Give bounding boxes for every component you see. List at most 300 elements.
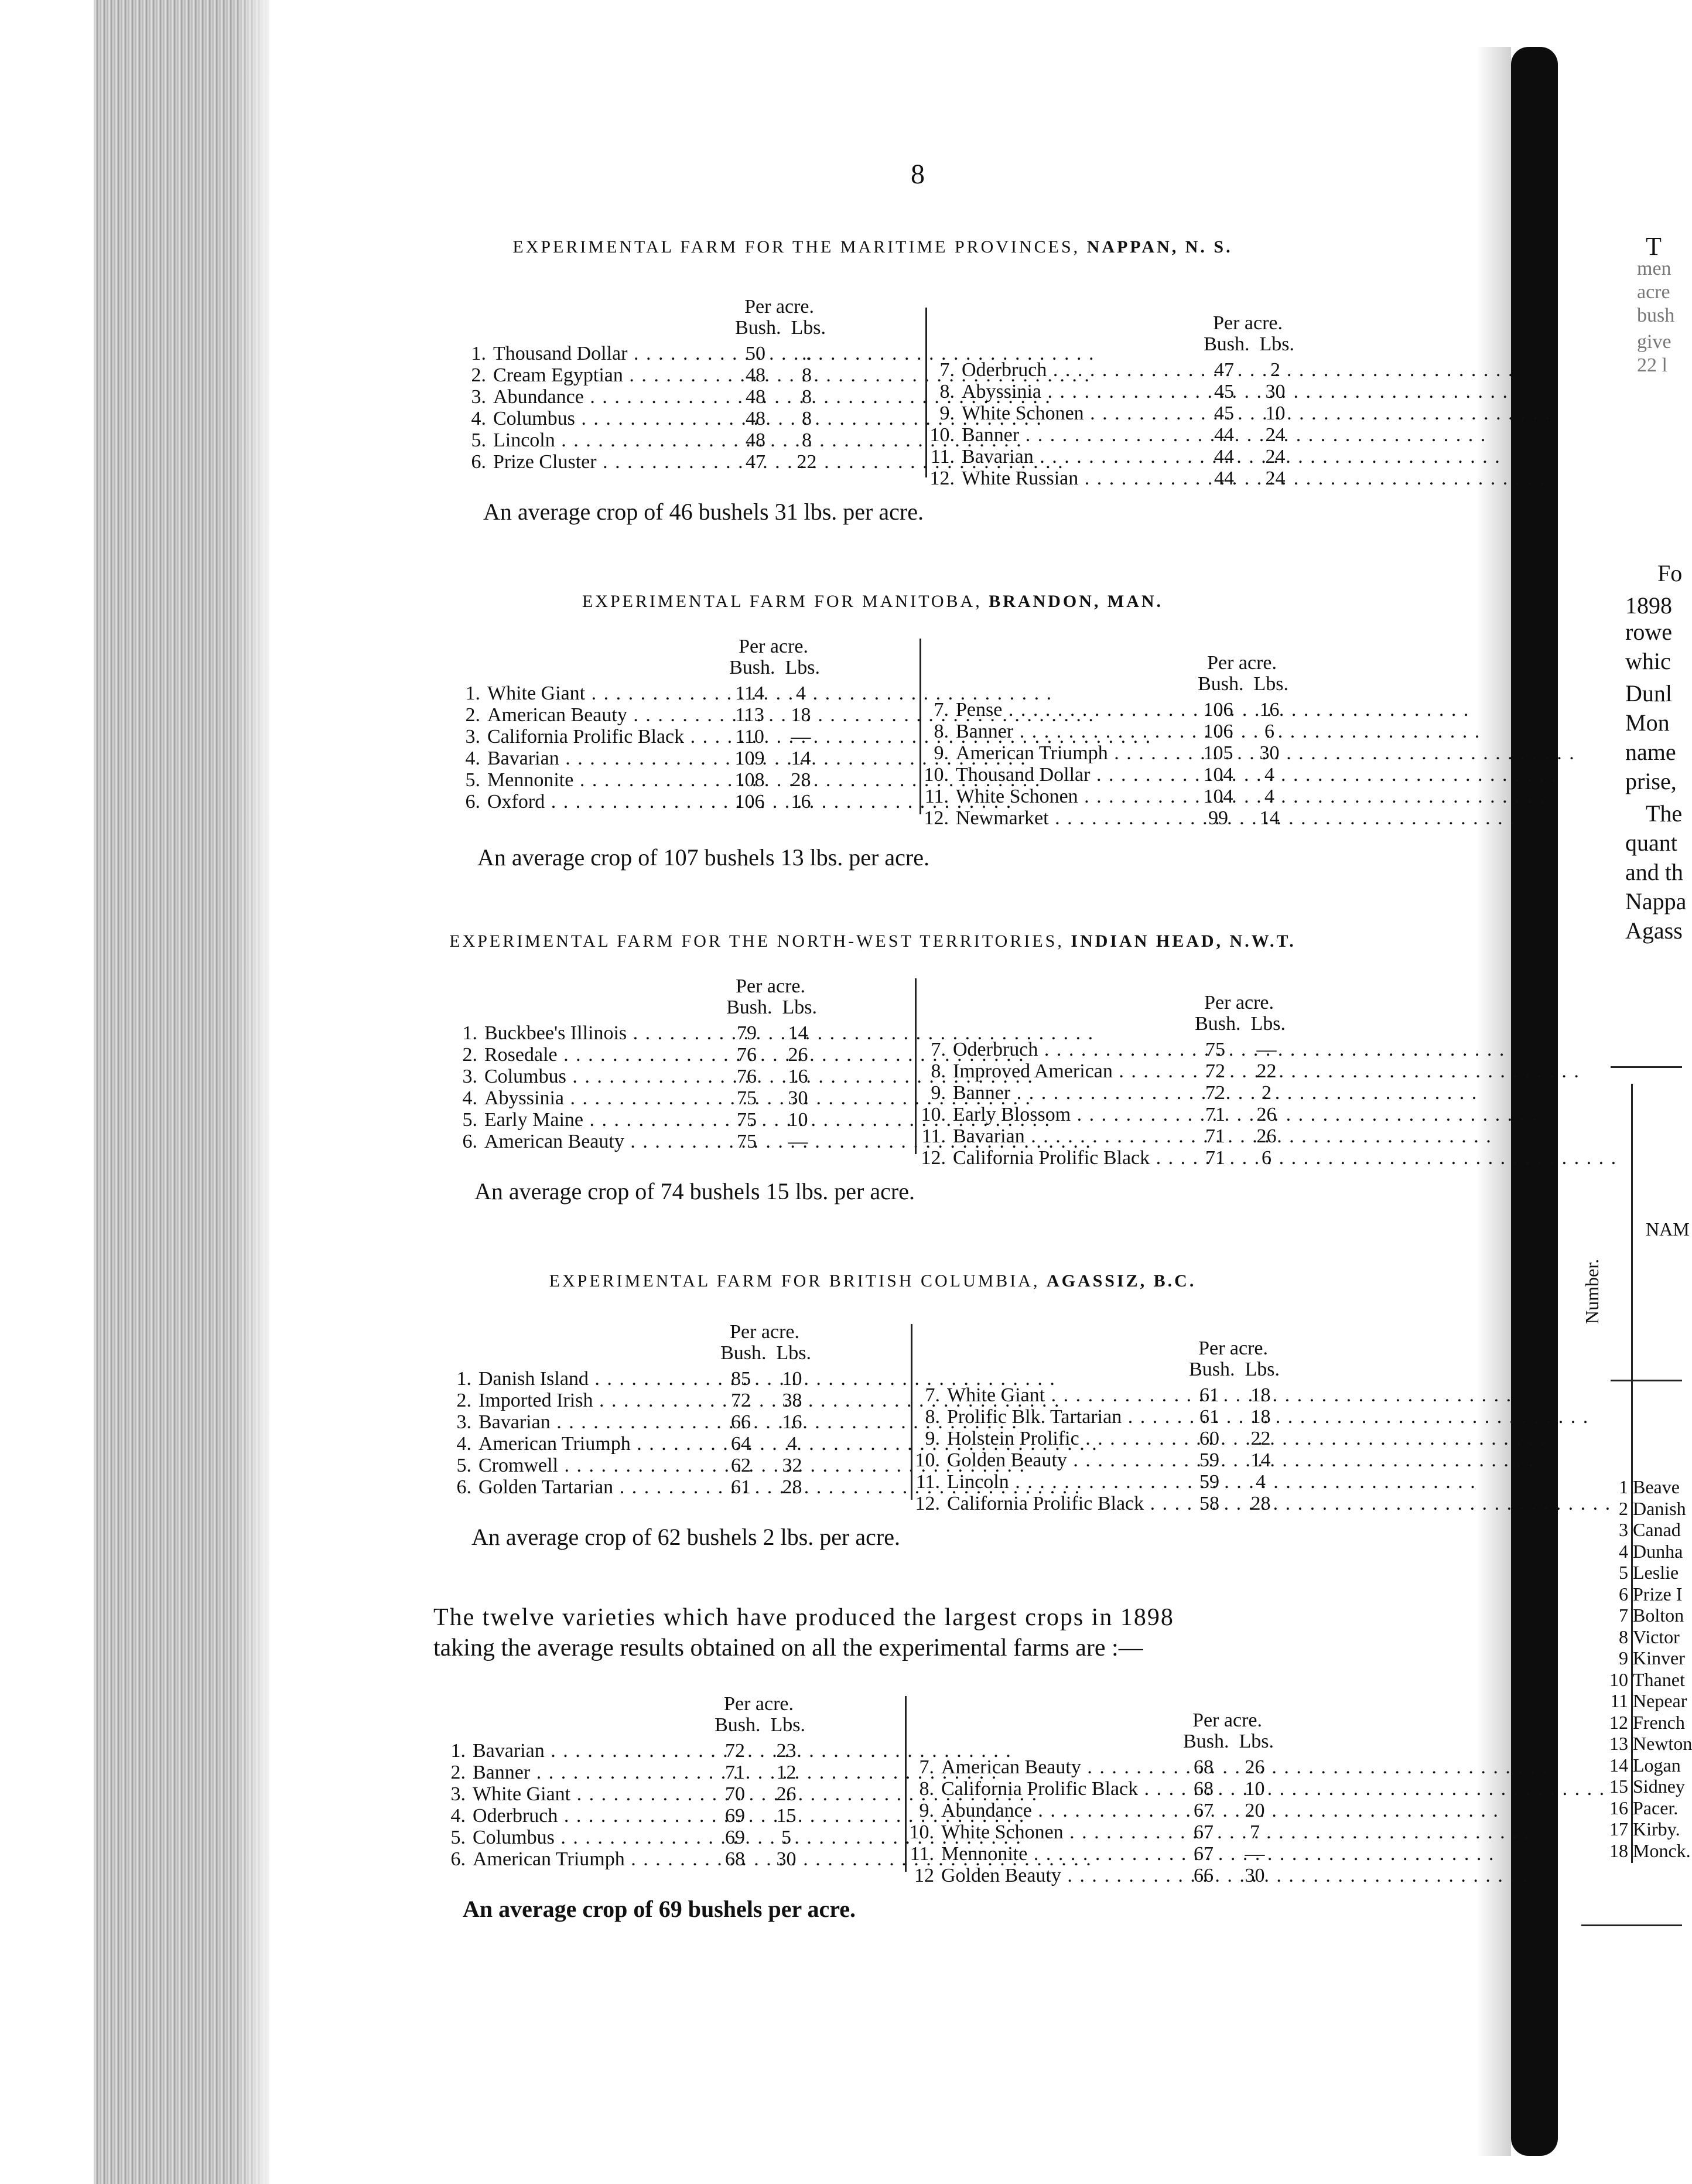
variety-number: 4. (462, 1087, 477, 1109)
bushels-value: 58 (1199, 1493, 1219, 1514)
variety-number: 6. (465, 791, 480, 813)
bushels-value: 106 (734, 791, 765, 813)
pounds-value: 16 (782, 1411, 802, 1433)
variety-row (445, 791, 820, 813)
variety-number: 6. (471, 451, 486, 473)
pounds-value: 12 (776, 1762, 797, 1783)
variety-row (430, 1848, 805, 1870)
variety-row (911, 1104, 1286, 1125)
variety-name: American Beauty . . . (941, 1756, 1174, 1779)
variety-row (445, 748, 820, 769)
variety-number: 2. (465, 704, 480, 726)
bushels-value: 110 (735, 726, 764, 748)
pounds-value: 22 (1256, 1060, 1277, 1082)
variety-name: Golden Beauty . . . (941, 1865, 1174, 1887)
bushels-value: 72 (725, 1740, 745, 1762)
row-number: 2 (1619, 1497, 1628, 1519)
variety-name: Oderbruch . . . (962, 359, 1195, 381)
variety-name: Imported Irish . . . (478, 1390, 712, 1412)
bushels-value: 104 (1203, 786, 1233, 807)
column-header (445, 636, 820, 682)
bushels-value: 72 (1205, 1082, 1225, 1104)
bushels-value: 45 (1214, 381, 1234, 402)
per-acre-label: Per acre. (1198, 1337, 1268, 1359)
variety-number: 6. (456, 1476, 471, 1498)
variety-row (430, 1827, 805, 1848)
variety-name: Banner . . . (962, 424, 1195, 446)
variety-row (914, 807, 1288, 829)
row-variety-name: Monck. (1633, 1840, 1691, 1861)
bushels-value: 71 (725, 1762, 745, 1783)
per-acre-label: Per acre. (1213, 312, 1283, 334)
fragment-text: men (1637, 258, 1672, 279)
per-acre-label: Per acre. (724, 1693, 794, 1715)
per-acre-label: Per acre. (736, 975, 805, 997)
variety-row (911, 1147, 1286, 1169)
variety-name: California Prolific Black . . . (487, 726, 720, 748)
variety-number: 3. (471, 386, 486, 408)
variety-number: 6. (462, 1131, 477, 1152)
variety-number: 5. (450, 1827, 466, 1848)
section-title (275, 592, 1470, 612)
bushels-value: 113 (735, 704, 764, 726)
variety-name: California Prolific Black . . . (953, 1147, 1186, 1169)
variety-name: Oderbruch . . . (953, 1039, 1186, 1061)
pounds-value: 24 (1265, 424, 1286, 446)
variety-row (445, 769, 820, 791)
variety-row (436, 1433, 811, 1455)
bushels-value: 69 (725, 1827, 745, 1848)
variety-name: Lincoln . . . (947, 1471, 1180, 1493)
right-column (911, 992, 1286, 1169)
variety-row (905, 1493, 1280, 1514)
variety-number: 10. (909, 1821, 934, 1843)
variety-name: Danish Island . . . (478, 1368, 712, 1390)
right-column (905, 1337, 1280, 1514)
variety-name: Pense . . . (956, 699, 1189, 721)
left-column (445, 636, 820, 813)
row-variety-name: Thanet (1633, 1668, 1685, 1690)
variety-row (914, 699, 1288, 721)
variety-name: Holstein Prolific . . . (947, 1428, 1180, 1450)
fragment-text: acre (1637, 281, 1670, 303)
variety-row (899, 1778, 1274, 1800)
variety-number: 2. (462, 1044, 477, 1066)
fragment-text: Agass (1625, 917, 1683, 944)
variety-number: 11. (930, 446, 955, 467)
variety-row (430, 1805, 805, 1827)
variety-row (436, 1476, 811, 1498)
bushels-value: 72 (731, 1390, 751, 1411)
variety-row (920, 359, 1294, 381)
pounds-value: 8 (802, 429, 812, 451)
pounds-value: 26 (1245, 1756, 1265, 1778)
variety-row (911, 1039, 1286, 1060)
variety-row (451, 408, 826, 429)
pounds-value: 30 (1265, 381, 1286, 402)
bushels-value: 70 (725, 1783, 745, 1805)
bushels-value: 76 (737, 1044, 757, 1066)
bushels-value: 66 (731, 1411, 751, 1433)
pounds-value: 8 (802, 386, 812, 408)
variety-number: 12. (924, 807, 949, 829)
row-variety-name: Beave (1633, 1476, 1680, 1497)
row-variety-name: Bolton (1633, 1605, 1684, 1626)
fragment-text: Fo (1657, 560, 1683, 586)
variety-name: American Triumph . . . (473, 1848, 706, 1871)
variety-row (920, 467, 1294, 489)
average-summary: An average crop of 62 bushels 2 lbs. per acre. (471, 1524, 900, 1550)
bushels-value: 109 (734, 748, 765, 769)
variety-name: Columbus . . . (493, 408, 726, 430)
bushels-value: 44 (1214, 467, 1234, 489)
bush-lbs-label: Bush. Lbs. (735, 317, 826, 339)
row-variety-name: Leslie (1633, 1562, 1679, 1583)
pounds-value: 28 (782, 1476, 802, 1498)
row-number: 15 (1609, 1776, 1628, 1797)
variety-row (920, 381, 1294, 402)
pounds-value: 14 (1259, 807, 1280, 829)
bushels-value: 47 (1214, 359, 1234, 381)
bushels-value: 75 (737, 1131, 757, 1152)
pounds-value: 38 (782, 1390, 802, 1411)
variety-number: 4. (465, 748, 480, 769)
variety-row (442, 1087, 817, 1109)
variety-name: Bavarian . . . (953, 1125, 1186, 1148)
column-divider (920, 639, 921, 814)
row-number: 12 (1609, 1711, 1628, 1733)
variety-number: 3. (456, 1411, 471, 1433)
variety-number: 3. (450, 1783, 466, 1805)
left-column (436, 1321, 811, 1498)
variety-number: 8. (925, 1406, 940, 1428)
bushels-value: 44 (1214, 424, 1234, 446)
variety-number: 7. (939, 359, 955, 381)
farm-title: EXPERIMENTAL FARM FOR MANITOBA, (582, 592, 982, 611)
pounds-value: 18 (791, 704, 811, 726)
per-acre-label: Per acre. (730, 1321, 799, 1343)
row-variety-name: Sidney (1633, 1776, 1685, 1797)
summary-paragraph (433, 1602, 1394, 1663)
row-variety-name: Newton (1633, 1733, 1692, 1754)
variety-row (451, 364, 826, 386)
column-divider (911, 1324, 912, 1500)
bushels-value: 75 (737, 1087, 757, 1109)
pounds-value: 20 (1245, 1800, 1265, 1821)
variety-number: 1. (450, 1740, 466, 1762)
bushels-value: 59 (1199, 1471, 1219, 1493)
variety-name: White Giant . . . (947, 1384, 1180, 1407)
pounds-value: 24 (1265, 467, 1286, 489)
farm-title: EXPERIMENTAL FARM FOR THE NORTH-WEST TERRITORIES, (449, 931, 1064, 951)
variety-number: 9. (931, 1082, 946, 1104)
variety-number: 5. (456, 1455, 471, 1476)
pounds-value: 28 (791, 769, 811, 791)
bush-lbs-label: Bush. Lbs. (729, 657, 820, 678)
average-summary: An average crop of 74 bushels 15 lbs. per acre. (474, 1178, 915, 1204)
variety-name: Columbus . . . (473, 1827, 706, 1849)
variety-number: 3. (462, 1066, 477, 1087)
variety-number: 1. (471, 343, 486, 364)
variety-name: American Beauty . . . (484, 1131, 717, 1153)
column-header (442, 975, 817, 1022)
pounds-value: 8 (802, 364, 812, 386)
variety-row (914, 786, 1288, 807)
variety-name: White Schonen . . . (941, 1821, 1174, 1844)
variety-name: Golden Beauty . . . (947, 1449, 1180, 1472)
fragment-text: prise, (1625, 768, 1677, 794)
per-acre-label: Per acre. (1207, 652, 1277, 674)
bush-lbs-label: Bush. Lbs. (1195, 1013, 1286, 1035)
variety-row (899, 1821, 1274, 1843)
right-column (920, 312, 1294, 489)
variety-name: Newmarket . . . (956, 807, 1189, 830)
row-variety-name: Logan (1633, 1754, 1681, 1776)
variety-row (899, 1756, 1274, 1778)
bushels-value: 108 (734, 769, 765, 791)
fragment-text: Mon (1625, 709, 1670, 736)
pounds-value: 26 (1256, 1125, 1277, 1147)
variety-name: Prize Cluster . . . (493, 451, 726, 473)
bushels-value: 59 (1199, 1449, 1219, 1471)
row-number: 17 (1609, 1818, 1628, 1840)
variety-number: 12 (914, 1865, 934, 1886)
farm-title: EXPERIMENTAL FARM FOR THE MARITIME PROVINCES, (512, 237, 1081, 257)
variety-name: California Prolific Black . . . (941, 1778, 1174, 1800)
bush-lbs-label: Bush. Lbs. (715, 1714, 805, 1736)
variety-number: 1. (462, 1022, 477, 1044)
bushels-value: 71 (1205, 1104, 1225, 1125)
variety-row (905, 1384, 1280, 1406)
variety-name: Abundance . . . (941, 1800, 1174, 1822)
bushels-value: 75 (1205, 1039, 1225, 1060)
variety-number: 4. (450, 1805, 466, 1827)
pounds-value: .. (802, 343, 812, 364)
variety-number: 8. (919, 1778, 934, 1800)
column-header (430, 1693, 805, 1740)
variety-number: 12. (929, 467, 955, 489)
fragment-text: and th (1625, 859, 1683, 885)
row-number: 5 (1619, 1562, 1628, 1583)
pounds-value: 6 (1264, 721, 1274, 742)
variety-name: Oderbruch . . . (473, 1805, 706, 1827)
bushels-value: 69 (725, 1805, 745, 1827)
variety-number: 2. (471, 364, 486, 386)
variety-name: Abundance . . . (493, 386, 726, 408)
bushels-value: 99 (1208, 807, 1228, 829)
variety-name: Early Maine . . . (484, 1109, 717, 1131)
column-divider (905, 1696, 907, 1872)
variety-row (445, 704, 820, 726)
bushels-value: 61 (731, 1476, 751, 1498)
variety-number: 4. (456, 1433, 471, 1455)
variety-row (451, 451, 826, 473)
variety-name: Cromwell . . . (478, 1455, 712, 1477)
section-title (275, 931, 1470, 951)
variety-number: 8. (934, 721, 949, 742)
variety-name: Banner . . . (473, 1762, 706, 1784)
bushels-value: 105 (1203, 742, 1233, 764)
row-variety-name: Kinver (1633, 1647, 1685, 1668)
fragment-text: Dunl (1625, 680, 1672, 707)
bushels-value: 68 (725, 1848, 745, 1870)
adjacent-page-fragment (1558, 0, 1692, 2184)
variety-number: 1. (456, 1368, 471, 1390)
variety-row (911, 1060, 1286, 1082)
variety-row (899, 1800, 1274, 1821)
page-edge-stack (94, 0, 269, 2184)
bushels-value: 67 (1194, 1821, 1214, 1843)
row-number: 3 (1619, 1519, 1628, 1540)
variety-name: American Beauty . . . (487, 704, 720, 726)
row-number: 18 (1609, 1840, 1628, 1861)
right-column (899, 1709, 1274, 1886)
farm-location: BRANDON, MAN. (989, 592, 1164, 611)
bushels-value: 72 (1205, 1060, 1225, 1082)
pounds-value: — (1256, 1039, 1277, 1060)
section-title (275, 237, 1470, 257)
variety-row (905, 1449, 1280, 1471)
table-rule (1581, 1924, 1682, 1926)
farm-location: INDIAN HEAD, N.W.T. (1071, 931, 1296, 951)
pounds-value: 18 (1250, 1406, 1271, 1428)
pounds-value: 15 (776, 1805, 797, 1827)
column-header (920, 312, 1294, 359)
farm-location: NAPPAN, N. S. (1086, 237, 1233, 257)
variety-row (442, 1044, 817, 1066)
pounds-value: 4 (1264, 764, 1274, 786)
variety-name: Banner . . . (956, 721, 1189, 743)
fragment-text: Nappa (1625, 888, 1687, 914)
variety-row (442, 1109, 817, 1131)
variety-number: 8. (939, 381, 955, 402)
variety-row (442, 1022, 817, 1044)
pounds-value: 6 (1262, 1147, 1271, 1169)
pounds-value: 16 (1259, 699, 1280, 721)
variety-name: Banner . . . (953, 1082, 1186, 1104)
variety-number: 12. (915, 1493, 940, 1514)
variety-name: White Giant . . . (487, 682, 720, 705)
bushels-value: 48 (746, 429, 765, 451)
variety-name: Abyssinia . . . (962, 381, 1195, 403)
row-number: 11 (1610, 1690, 1628, 1711)
variety-number: 4. (471, 408, 486, 429)
row-number: 1 (1619, 1476, 1628, 1497)
row-variety-name: Canad (1633, 1519, 1681, 1540)
row-variety-name: Nepear (1633, 1690, 1687, 1711)
variety-number: 9. (939, 402, 955, 424)
variety-name: Columbus . . . (484, 1066, 717, 1088)
pounds-value: 26 (1256, 1104, 1277, 1125)
variety-name: California Prolific Black . . . (947, 1493, 1180, 1515)
variety-number: 10. (929, 424, 955, 446)
row-number: 8 (1619, 1626, 1628, 1647)
variety-number: 11. (910, 1843, 934, 1865)
right-column (914, 652, 1288, 829)
left-column (451, 296, 826, 473)
variety-number: 8. (931, 1060, 946, 1082)
fragment-text: T (1646, 232, 1662, 261)
variety-number: 5. (465, 769, 480, 791)
left-column (442, 975, 817, 1152)
variety-name: American Triumph . . . (478, 1433, 712, 1455)
bushels-value: 61 (1199, 1384, 1219, 1406)
variety-name: Abyssinia . . . (484, 1087, 717, 1110)
pounds-value: 7 (1250, 1821, 1260, 1843)
bush-lbs-label: Bush. Lbs. (1189, 1359, 1280, 1380)
variety-name: Thousand Dollar . . . (493, 343, 726, 365)
variety-name: Rosedale . . . (484, 1044, 717, 1066)
bushels-value: 79 (737, 1022, 757, 1044)
bushels-value: 68 (1194, 1778, 1214, 1800)
variety-name: Cream Egyptian . . . (493, 364, 726, 387)
variety-number: 2. (450, 1762, 466, 1783)
pounds-value: 5 (781, 1827, 791, 1848)
variety-number: 5. (462, 1109, 477, 1131)
row-number: 6 (1619, 1583, 1628, 1605)
farm-location: AGASSIZ, B.C. (1046, 1271, 1197, 1291)
variety-row (436, 1390, 811, 1411)
variety-number: 9. (934, 742, 949, 764)
variety-name: White Russian . . . (962, 467, 1195, 490)
variety-row (442, 1066, 817, 1087)
table-rule (1611, 1066, 1682, 1068)
pounds-value: 4 (796, 682, 806, 704)
table-rule (1611, 1380, 1682, 1381)
variety-number: 11. (915, 1471, 940, 1493)
variety-name: Thousand Dollar . . . (956, 764, 1189, 786)
per-acre-label: Per acre. (1204, 992, 1274, 1013)
variety-name: White Schonen . . . (956, 786, 1189, 808)
bush-lbs-label: Bush. Lbs. (1198, 673, 1288, 695)
bush-lbs-label: Bush. Lbs. (726, 997, 817, 1018)
row-variety-name: Kirby. (1633, 1818, 1680, 1840)
variety-row (436, 1455, 811, 1476)
bushels-value: 62 (731, 1455, 751, 1476)
row-variety-name: Pacer. (1633, 1797, 1679, 1818)
average-summary: An average crop of 46 bushels 31 lbs. per acre. (483, 499, 924, 525)
bushels-value: 48 (746, 408, 765, 429)
variety-name: Bavarian . . . (962, 446, 1195, 468)
pounds-value: 23 (776, 1740, 797, 1762)
variety-name: Mennonite . . . (487, 769, 720, 791)
variety-name: Mennonite . . . (941, 1843, 1174, 1865)
column-divider (925, 308, 927, 477)
pounds-value: 16 (788, 1066, 808, 1087)
variety-number: 2. (456, 1390, 471, 1411)
variety-number: 10. (915, 1449, 940, 1471)
pounds-value: 32 (782, 1455, 802, 1476)
bush-lbs-label: Bush. Lbs. (1204, 333, 1294, 355)
fragment-text: 22 l (1637, 354, 1667, 376)
variety-row (445, 682, 820, 704)
pounds-value: 22 (1250, 1428, 1271, 1449)
bushels-value: 45 (1214, 402, 1234, 424)
variety-row (905, 1406, 1280, 1428)
bushels-value: 114 (735, 682, 764, 704)
bushels-value: 75 (737, 1109, 757, 1131)
pounds-value: 30 (776, 1848, 797, 1870)
variety-row (920, 402, 1294, 424)
pounds-value: 26 (776, 1783, 797, 1805)
variety-number: 7. (925, 1384, 940, 1406)
variety-number: 10. (921, 1104, 946, 1125)
bushels-value: 106 (1203, 721, 1233, 742)
pounds-value: 24 (1265, 446, 1286, 467)
section-title (275, 1271, 1470, 1291)
paragraph-line-2: taking the average results obtained on all the experimental farms are :— (433, 1634, 1143, 1661)
variety-row (920, 446, 1294, 467)
